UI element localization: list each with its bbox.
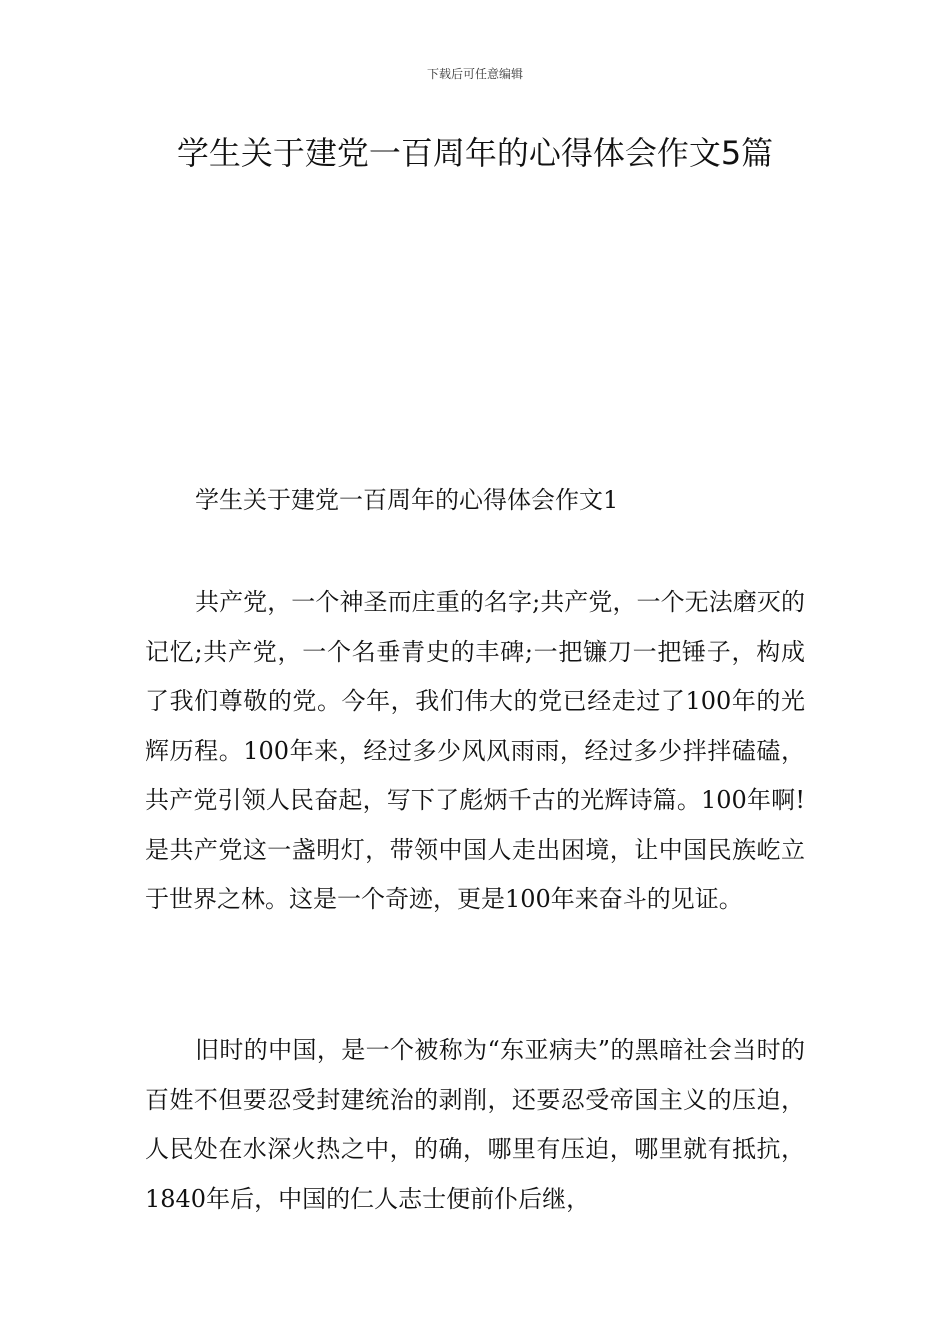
body-paragraph: 旧时的中国，是一个被称为“东亚病夫”的黑暗社会当时的百姓不但要忍受封建统治的剥削，还要忍受帝国主义的压迫，人民处在水深火热之中，的确，哪里有压迫，哪里就有抵抗，1840年后，中国的仁人志士便前仆后继，: [145, 1036, 805, 1213]
document-title: 学生关于建党一百周年的心得体会作文5篇: [176, 134, 774, 172]
body-paragraph: 共产党，一个神圣而庄重的名字;共产党，一个无法磨灭的记忆;共产党，一个名垂青史的丰碑;一把镰刀一把锤子，构成了我们尊敬的党。今年，我们伟大的党已经走过了100年的光辉历程。100年来，经过多少风风雨雨，经过多少拌拌磕磕，共产党引领人民奋起，写下了彪炳千古的光辉诗篇。100年啊!是共产党这一盏明灯，带领中国人走出困境，让中国民族屹立于世界之林。这是一个奇迹，更是100年来奋斗的见证。: [145, 588, 805, 913]
section-title: 学生关于建党一百周年的心得体会作文1: [195, 486, 619, 514]
header-note: 下载后可任意编辑: [426, 67, 523, 81]
